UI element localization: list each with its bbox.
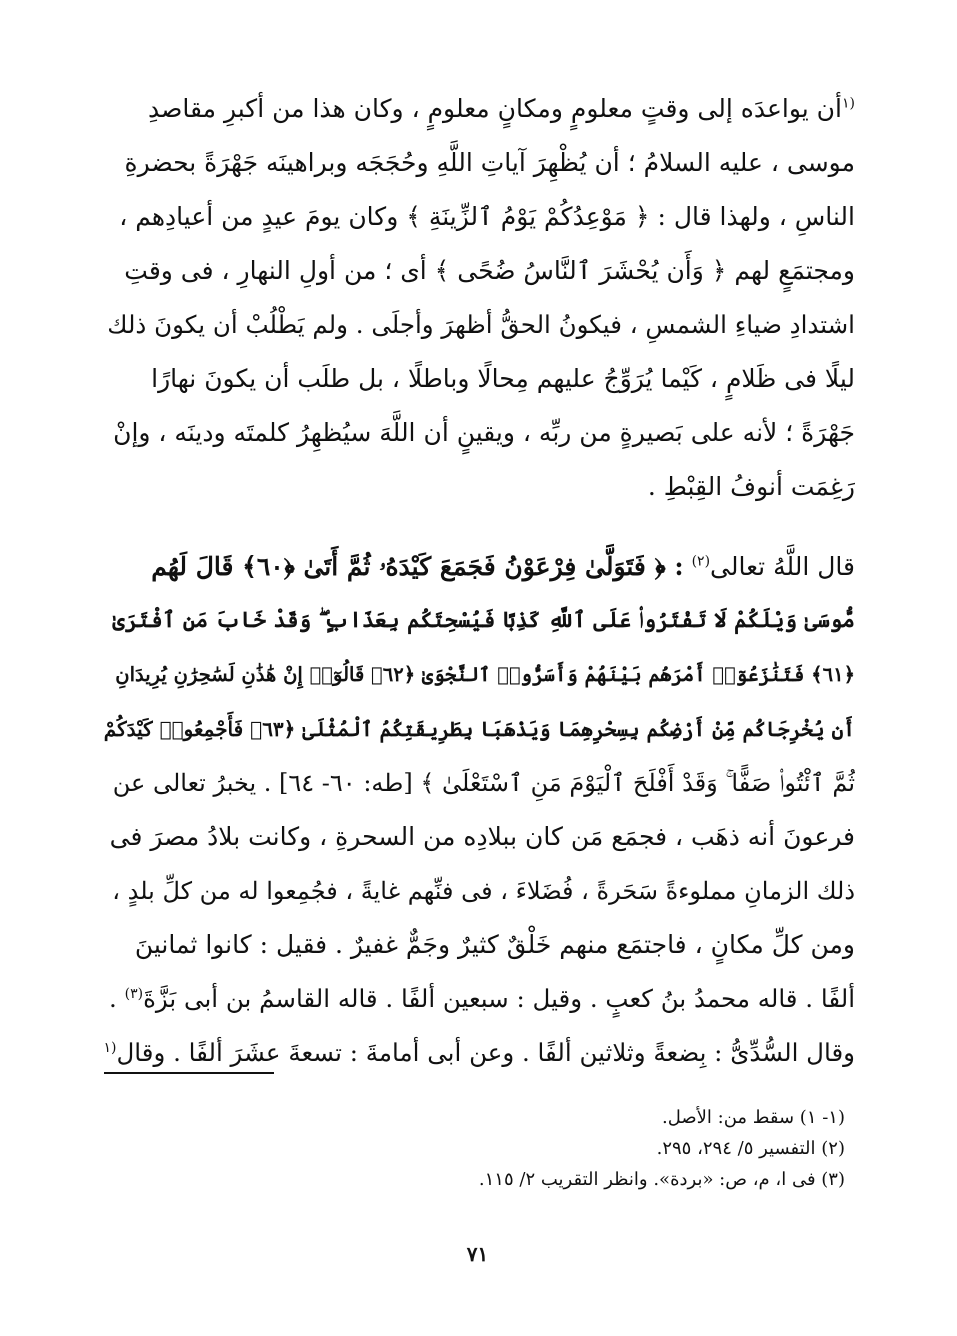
text-line: وقال السُّدِّىُّ : بِضعةً وثلاثين ألفًا . وعن أبى أمامةَ : تسعةَ عشَرَ ألفًا . وقال$^{(١}$ — [103, 1038, 855, 1067]
book-page — [100, 82, 855, 1302]
text-line: رَغِمَت أنوفُ القِبْطِ . — [647, 472, 855, 501]
quran-verse: ﴿٦١﴾ فَتَنَٰزَعُوٓا۟ أَمْرَهُم بَيْنَهُمْ وَأَسَرُّوا۟ ٱلنَّجْوَىٰ ﴿٦٢﴾ قَالُوٓا۟ إِنْ هَٰذَٰنِ لَسَٰحِرَٰنِ يُرِيدَانِ — [115, 663, 855, 686]
footnote-marker: (٢) — [691, 553, 711, 570]
text-line: $^{(١}$أن يواعدَه إلى وقتٍ معلومٍ ومكانٍ معلومٍ ، وكان هذا من أكبرِ مقاصدِ — [148, 94, 855, 123]
paragraph-2 — [100, 540, 855, 1080]
quran-verse: أَن يُخْرِجَاكُم مِّنْ أَرْضِكُم بِسِحْرِهِمَا وَيَذْهَبَا بِطَرِيقَتِكُمُ ٱلْمُثْلَىٰ ﴿٦٣﴾ فَأَجْمِعُوا۟ كَيْدَكُمْ — [103, 717, 855, 741]
text-line: ألفًا . قاله محمدُ بنُ كعبٍ . وقيل : سبعين ألفًا . قاله القاسمُ بن أبى بَزَّةَ$^{(٣)}$ . — [109, 984, 855, 1013]
quran-verse: مُّوسَىٰ وَيْلَكُمْ لَا تَفْتَرُوا۟ عَلَى ٱللَّهِ كَذِبًا فَيُسْحِتَكُم بِعَذَابٍ ۖ وَقَدْ خَابَ مَنِ ٱفْتَرَىٰ — [112, 608, 855, 633]
footnote-marker: (١ — [103, 1039, 117, 1056]
footnote-marker: (٣) — [124, 985, 144, 1002]
text-line: ليلًا فى ظَلامٍ ، كَيْما يُرَوِّجُ عليهم مِحالًا وباطلًا ، بل طلَب أن يكونَ نهارًا — [151, 364, 855, 393]
text-line: ومن كلِّ مكانٍ ، فاجتمَع منهم خَلْقٌ كثيرٌ وجَمٌّ غفيرٌ . فقيل : كانوا ثمانينَ — [134, 930, 855, 959]
footnote: (٣) فى ا، م، ص: «بردة». وانظر التقريب ٢/ ١١٥. — [478, 1169, 845, 1190]
footnote-marker: (١ — [842, 95, 855, 112]
quote-intro: قال اللَّهُ تعالى — [710, 552, 855, 581]
text-line: الناسِ ، ولهذا قال : ﴿ مَوْعِدُكُمْ يَوْمُ ٱلزِّينَةِ ﴾ وكان يومَ عيدٍ من أعيادِهم ، — [119, 202, 855, 231]
text-line: موسى ، عليه السلامُ ؛ أن يُظْهِرَ آياتِ اللَّهِ وحُجَجَه وبراهينَه جَهْرَةً بحضرةِ — [124, 148, 855, 177]
quran-verse: : ﴿ فَتَوَلَّىٰ فِرْعَوْنُ فَجَمَعَ كَيْدَهُۥ ثُمَّ أَتَىٰ ﴿٦٠﴾ قَالَ لَهُم — [151, 552, 684, 581]
text-line: جَهْرَةً ؛ لأنه على بَصيرةٍ من ربِّه ، ويقينٍ أن اللَّهَ سيُظهِرُ كلمتَه ودينَه ، وإنْ — [113, 418, 855, 447]
text-line: ذلك الزمانِ مملوءةً سَحَرةً ، فُضَلاءَ ، فى فنِّهم غايةً ، فجُمِعوا له من كلِّ بلدٍ ، — [112, 877, 855, 905]
footnote: (١- ١) سقط من: الأصل. — [662, 1107, 845, 1128]
text-line: فرعونَ أنه ذهَب ، فجمَع مَن كان ببلادِه من السحرةِ ، وكانت بلادُ مصرَ فى — [109, 822, 855, 851]
paragraph-1 — [100, 82, 855, 514]
text-line: ومجتمَعٍ لهم ﴿ وَأَن يُحْشَرَ ٱلنَّاسُ ضُحًى ﴾ أى ؛ من أولِ النهارِ ، فى وقتِ — [124, 256, 855, 285]
footnotes — [105, 1102, 845, 1195]
text-line: ثُمَّ ٱئْتُوا۟ صَفًّا ۚ وَقَدْ أَفْلَحَ ٱلْيَوْمَ مَنِ ٱسْتَعْلَىٰ ﴾ [طه: ٦٠- ٦٤] . يخبرُ تعالى عن — [112, 769, 855, 797]
page-number: ٧١ — [466, 1242, 489, 1266]
footnote: (٢) التفسير ٥/ ٢٩٤، ٢٩٥. — [656, 1138, 845, 1159]
footnote-divider — [104, 1072, 274, 1074]
text-line — [100, 540, 855, 594]
text-line: اشتدادِ ضياءِ الشمسِ ، فيكونُ الحقُّ أظهرَ وأجلَى . ولم يَطْلُبْ أن يكونَ ذلك — [107, 310, 855, 339]
